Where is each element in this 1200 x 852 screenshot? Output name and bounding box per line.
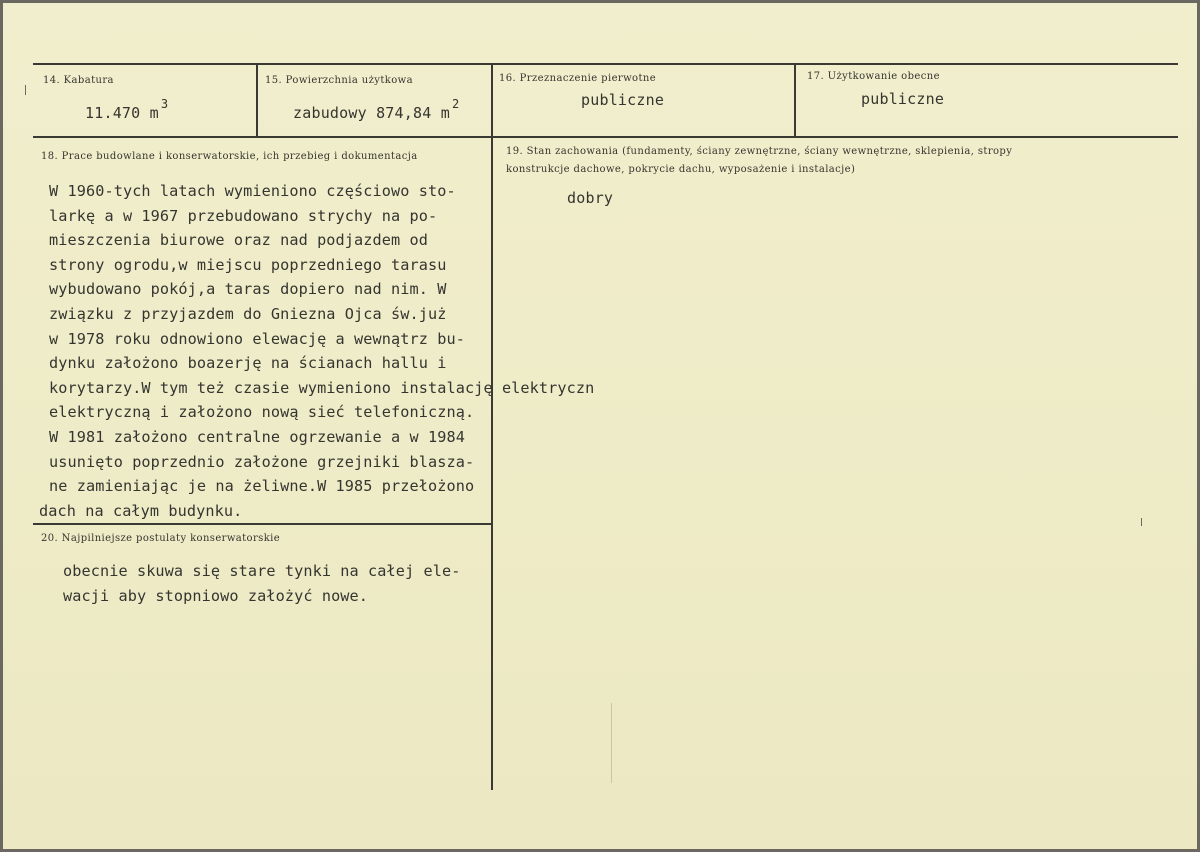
field-17-value: publiczne [861, 90, 945, 108]
field-14-label: 14. Kabatura [43, 75, 114, 86]
field-18-line: wybudowano pokój,a taras dopiero nad nim. W [49, 280, 447, 299]
field-19-label: 19. Stan zachowania (fundamenty, ściany zewnętrzne, ściany wewnętrzne, sklepienia, stropy [506, 146, 1013, 157]
field-18-line: ne zamieniając je na żeliwne.W 1985 przełożono [49, 477, 475, 496]
field-20-label: 20. Najpilniejsze postulaty konserwatorskie [41, 533, 281, 544]
field-18-text [39, 179, 595, 523]
field-16-label: 16. Przeznaczenie pierwotne [499, 73, 657, 84]
field-15-number: zabudowy 874,84 m [293, 104, 450, 122]
field-20-text [63, 559, 460, 608]
field-19-value: dobry [567, 189, 614, 207]
field-18-line: dynku założono boazerję na ścianach hallu i [49, 354, 447, 373]
field-18-label: 18. Prace budowlane i konserwatorskie, ich przebieg i dokumentacja [41, 151, 418, 162]
field-18-line: związku z przyjazdem do Gniezna Ojca św.już [49, 304, 447, 323]
field-15-value [293, 97, 460, 122]
divider-16-17 [794, 65, 796, 137]
field-18-line: korytarzy.W tym też czasie wymieniono instalację elektryczn [49, 378, 595, 397]
field-14-exponent: 3 [160, 97, 169, 111]
edge-tick [1141, 518, 1142, 526]
divider-14-15 [256, 65, 258, 137]
field-15-exponent: 2 [451, 97, 460, 111]
margin-tick [25, 85, 26, 95]
field-17-label: 17. Użytkowanie obecne [807, 71, 940, 82]
top-rule [33, 63, 1178, 65]
field-18-line: dach na całym budynku. [39, 501, 243, 520]
field-18-line: elektryczną i założono nową sieć telefoniczną. [49, 403, 475, 422]
field-20-line: wacji aby stopniowo założyć nowe. [63, 586, 369, 605]
field-18-line: w 1978 roku odnowiono elewację a wewnątrz bu- [49, 329, 465, 348]
field-19-label-continued: konstrukcje dachowe, pokrycie dachu, wyposażenie i instalacje) [506, 164, 856, 175]
header-row-rule [33, 136, 1178, 138]
field-18-line: W 1981 założono centralne ogrzewanie a w 1984 [49, 427, 465, 446]
field-14-value [85, 97, 169, 122]
field-18-line: larkę a w 1967 przebudowano strychy na po- [49, 206, 438, 225]
field-18-line: mieszczenia biurowe oraz nad podjazdem od [49, 231, 428, 250]
field-15-label: 15. Powierzchnia użytkowa [265, 75, 413, 86]
field-18-line: W 1960-tych latach wymieniono częściowo sto- [49, 182, 456, 200]
field-16-value: publiczne [581, 91, 665, 109]
field-14-number: 11.470 m [85, 104, 159, 122]
field-20-line: obecnie skuwa się stare tynki na całej ele- [63, 562, 461, 580]
faint-tick [611, 703, 612, 783]
field-18-line: strony ogrodu,w miejscu poprzedniego tarasu [49, 255, 447, 274]
field-18-line: usunięto poprzednio założone grzejniki blasza- [49, 452, 475, 471]
